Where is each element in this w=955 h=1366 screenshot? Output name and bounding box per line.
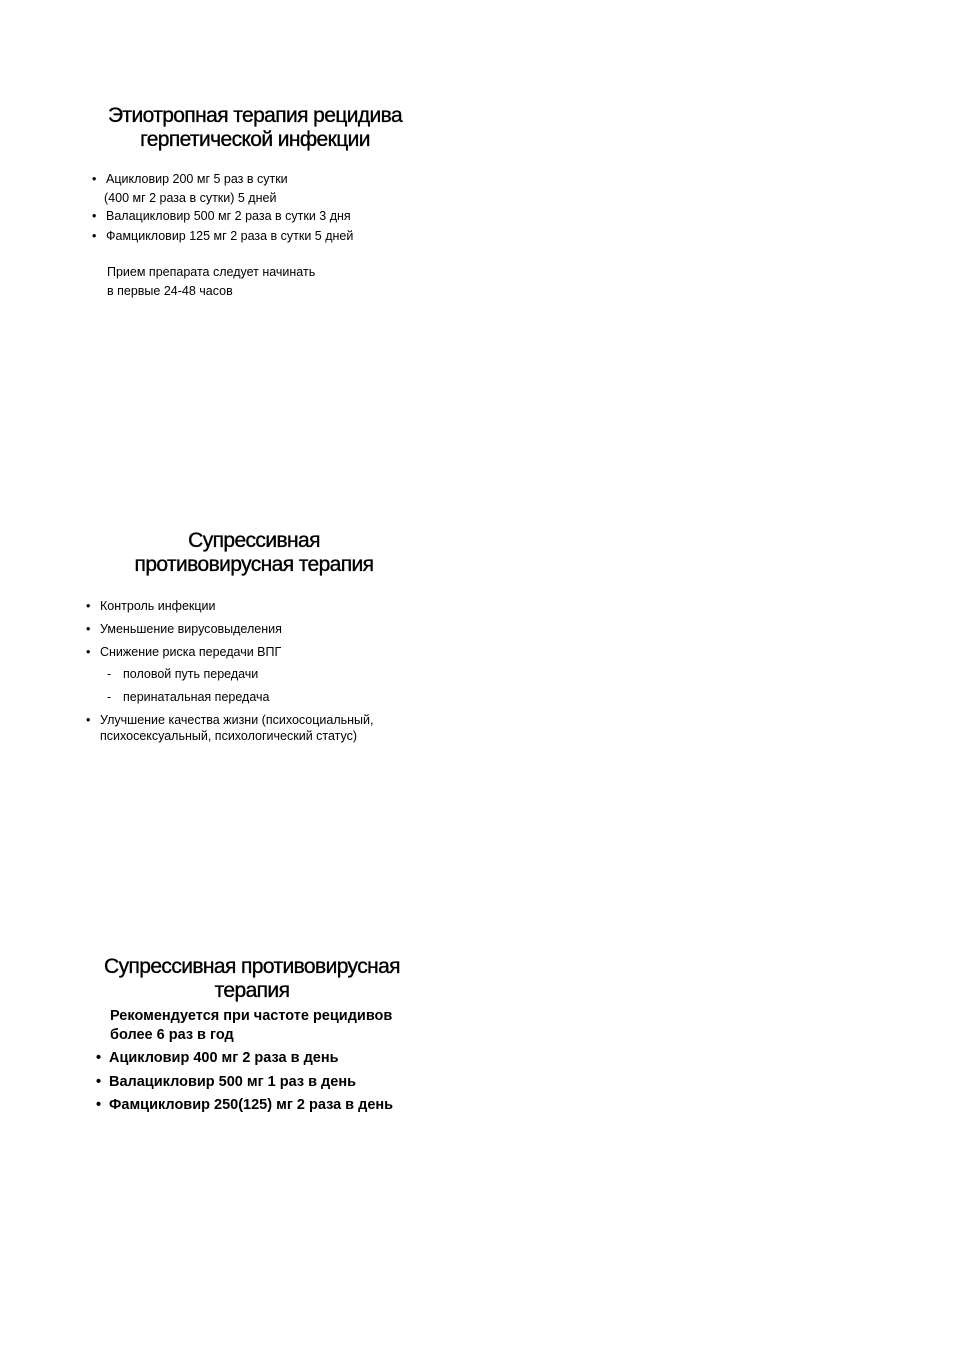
bullet-marker: • [96,1050,102,1066]
list-item-text: психосексуальный, психологический статус) [100,729,358,743]
bullet-marker: • [86,645,91,659]
bullet-marker: • [92,229,97,243]
list-item-text: Фамцикловир 250(125) мг 2 раза в день [109,1097,394,1113]
list-item-text: Валацикловир 500 мг 2 раза в сутки 3 дня [106,209,351,223]
list-item-text: Контроль инфекции [100,599,216,613]
sub-bullet-marker: - [107,667,112,681]
bullet-marker: • [96,1074,102,1090]
list-item-text: Улучшение качества жизни (психосоциальный, [100,713,374,727]
list-item-text: Уменьшение вирусовыделения [100,622,282,636]
list-item-text: (400 мг 2 раза в сутки) 5 дней [104,191,277,205]
bullet-marker: • [86,713,91,727]
list-subitem-text: половой путь передачи [123,667,259,681]
list-item-text: Фамцикловир 125 мг 2 раза в сутки 5 дней [106,229,354,243]
list-item-text: Ацикловир 400 мг 2 раза в день [109,1050,339,1066]
bullet-marker: • [86,622,91,636]
slide-title: Супрессивная противовирусная терапия [134,529,374,576]
bullet-marker: • [96,1097,102,1113]
slide-title: Супрессивная противовирусная терапия [104,955,400,1002]
list-subitem-text: перинатальная передача [123,690,270,704]
bullet-marker: • [92,209,97,223]
intro-text: более 6 раз в год [110,1027,234,1043]
list-item-text: Валацикловир 500 мг 1 раз в день [109,1074,356,1090]
bullet-marker: • [92,172,97,186]
note-text: Прием препарата следует начинать [107,265,316,279]
note-text: в первые 24-48 часов [107,284,233,298]
intro-text: Рекомендуется при частоте рецидивов [110,1008,393,1024]
sub-bullet-marker: - [107,690,112,704]
slide-title: Этиотропная терапия рецидива герпетической инфекции [107,104,403,151]
list-item-text: Снижение риска передачи ВПГ [100,645,282,659]
list-item-text: Ацикловир 200 мг 5 раз в сутки [106,172,288,186]
bullet-marker: • [86,599,91,613]
